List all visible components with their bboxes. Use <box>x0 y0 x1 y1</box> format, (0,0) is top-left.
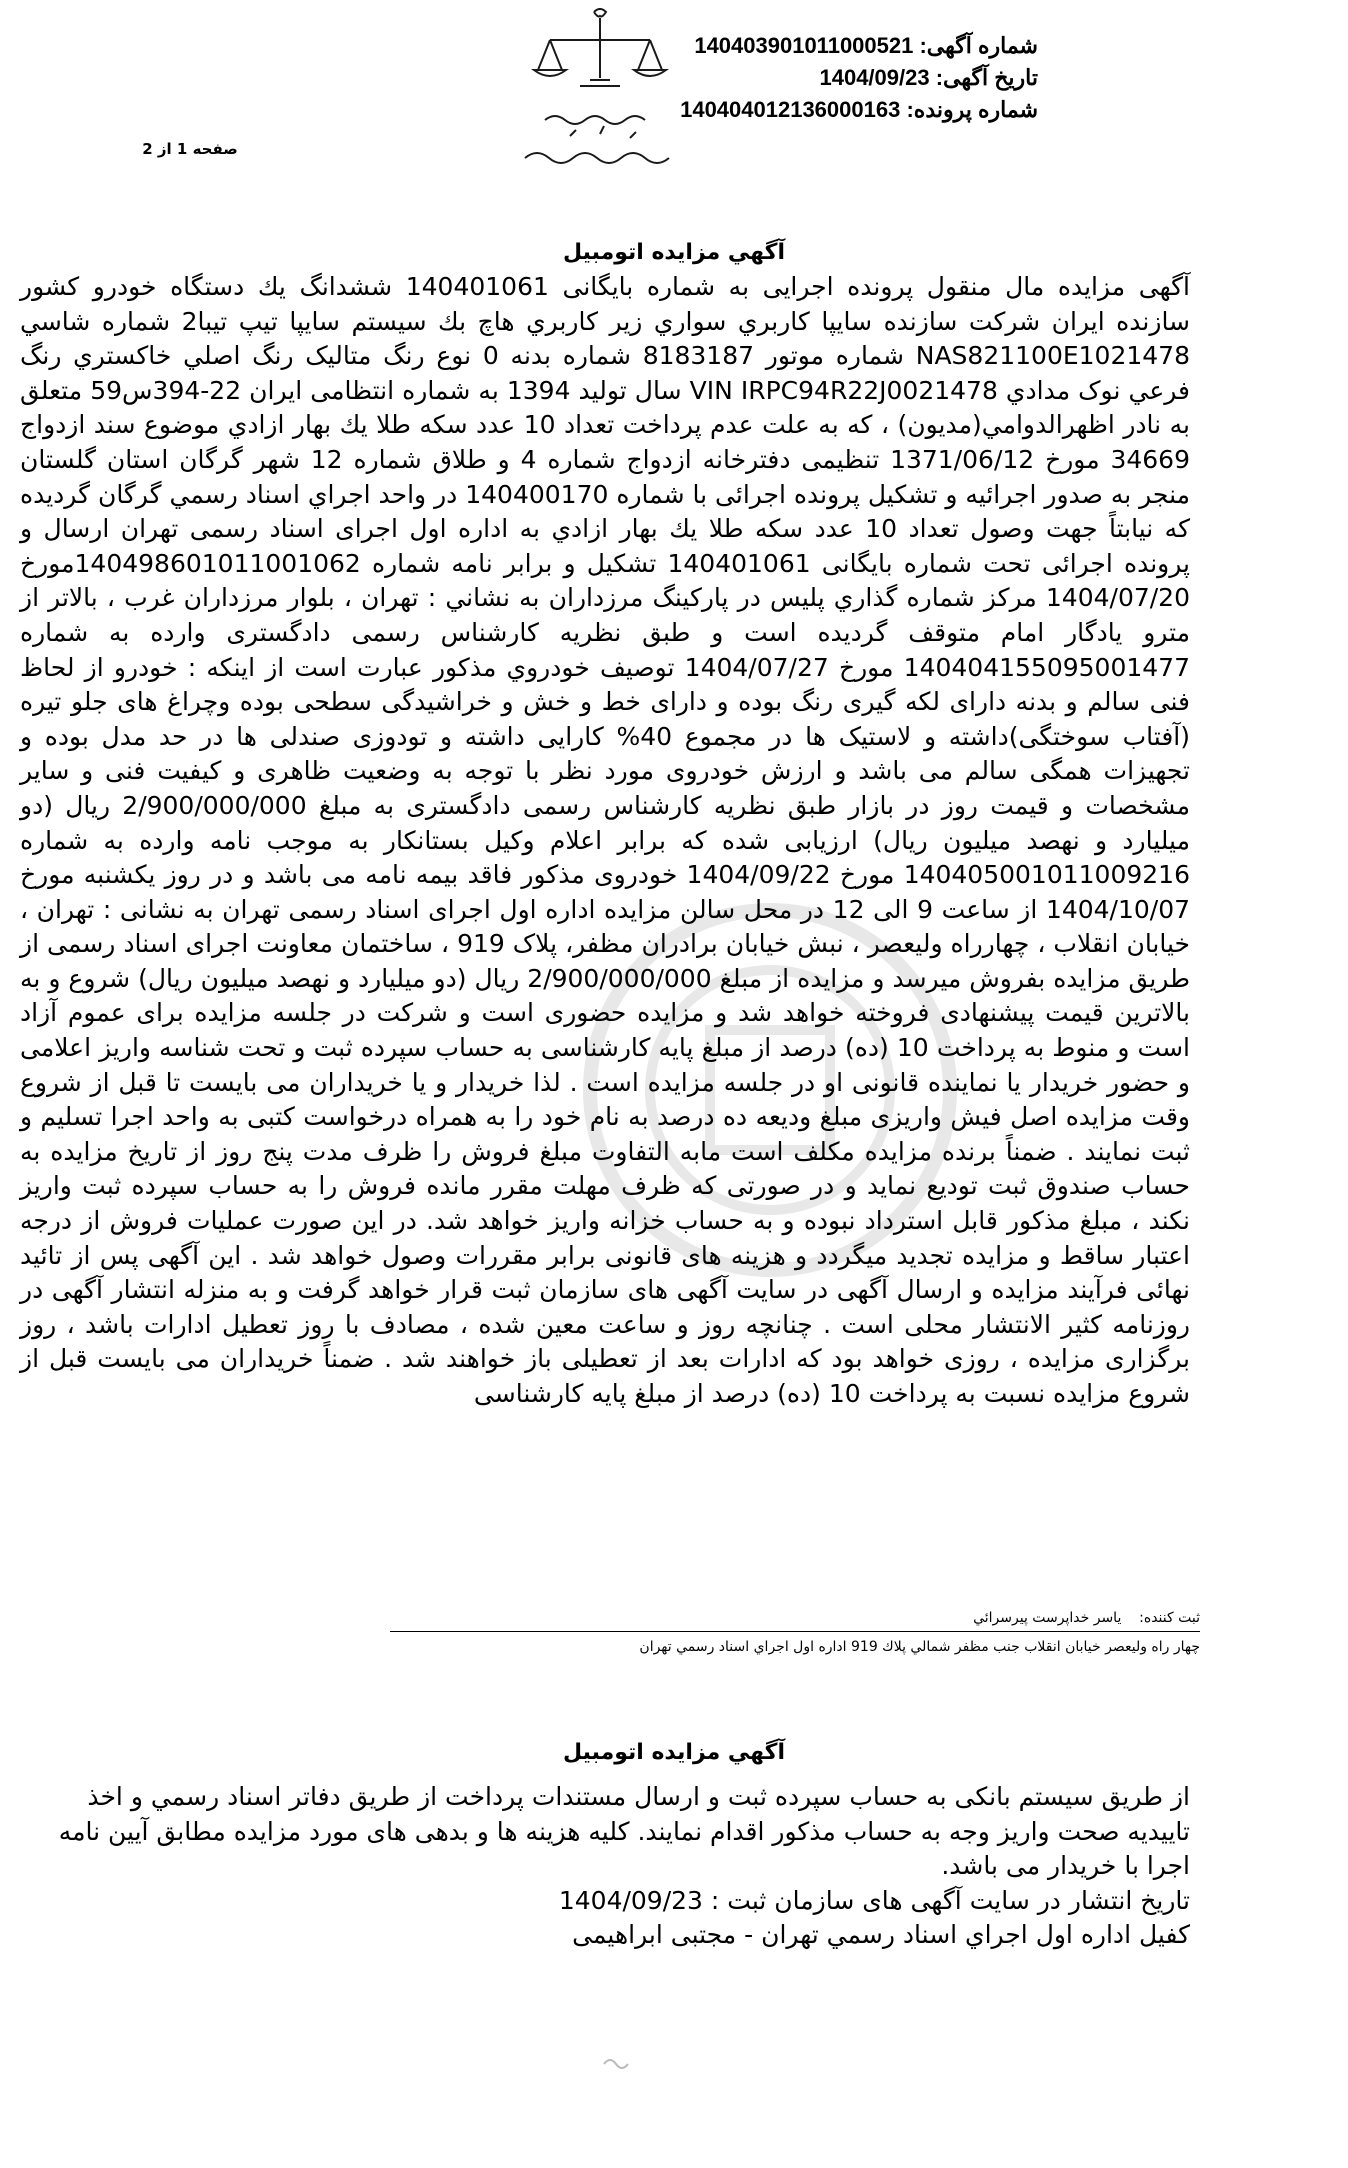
continuation-text: از طريق سيستم بانكی به حساب سپرده ثبت و ارسال مستندات پرداخت از طريق دفاتر اسناد رسمي و اخذ تاييديه صحت واريز وجه به حساب مذكور اقدام نمايند. كليه هزينه ها و بدهی های مورد مزايده مطابق آيين نامه اجرا با خريدار می باشد. <box>58 1782 1190 1881</box>
ad-number: 140403901011000521 <box>694 33 914 58</box>
publish-label: تاریخ انتشار در سایت آگهی های سازمان ثبت : <box>710 1885 1190 1915</box>
file-number-row <box>680 94 1038 126</box>
judiciary-emblem-icon <box>510 8 690 178</box>
publish-date: 1404/09/23 <box>558 1885 703 1915</box>
file-number: 140404012136000163 <box>680 97 901 122</box>
notice-paragraph: آگهی مزایده مال منقول پرونده اجرایی به شماره بایگانی 140401061 ششدانگ يك دستگاه خودرو كشور سازنده ايران شركت سازنده سايپا كاربري سواري زير كاربري هاچ بك سيستم سايپا تيپ تيبا2 شماره شاسي NAS821100E1021478 شماره موتور 8183187 شماره بدنه 0 نوع رنگ متاليک رنگ اصلي خاكستري رنگ فرعي نوک مدادي VIN IRPC94R22J0021478 سال توليد 1394 به شماره انتظامی ایران 22-394س59 متعلق به نادر اظهرالدوامي(مديون) ، كه به علت عدم پرداخت تعداد 10 عدد سکه طلا يك بهار ازادي موضوع سند ازدواج 34669 مورخ 1371/06/12 تنظیمی دفترخانه ازدواج شماره 4 و طلاق شماره 12 شهر گرگان استان گلستان منجر به صدور اجرائیه و تشکیل پرونده اجرائی با شماره 140400170 در واحد اجراي اسناد رسمي گرگان گرديده كه نيابتاً جهت وصول تعداد 10 عدد سکه طلا يك بهار ازادي به اداره اول اجرای اسناد رسمی تهران ارسال و پرونده اجرائی تحت شماره بایگانی 140401061 تشکیل و برابر نامه شماره 140498601011001062مورخ 1404/07/20 مرکز شماره گذاري پليس در پارکينگ مرزداران به نشاني : تهران ، بلوار مرزداران غرب ، بالاتر از مترو يادگار امام متوقف گرديده است و طبق نظريه کارشناس رسمی دادگستری وارده به شماره 140404155095001477 مورخ 1404/07/27 توصيف خودروي مذکور عبارت است از اينکه : خودرو از لحاظ فنی سالم و بدنه دارای لکه گیری رنگ بوده و دارای خط و خش و خراشیدگی سطحی بوده وچراغ های جلو تیره (آفتاب سوختگی)داشته و لاستیک ها در مجموع 40% کارایی داشته و تودوزی صندلی ها در حد مدل بوده و تجهیزات همگی سالم می باشد و ارزش خودروی مورد نظر با توجه به وضعیت ظاهری و کیفیت فنی و سایر مشخصات و قیمت روز در بازار طبق نظریه کارشناس رسمی دادگستری به مبلغ 2/900/000/000 ریال (دو میلیارد و نهصد میلیون ریال) ارزیابی شده که برابر اعلام وکیل بستانکار به موجب نامه وارده به شماره 140405001011009216 مورخ 1404/09/22 خودروی مذکور فاقد بیمه نامه می باشد و در روز یکشنبه مورخ 1404/10/07 از ساعت 9 الی 12 در محل سالن مزایده اداره اول اجرای اسناد رسمی تهران به نشانی : تهران ، خیابان انقلاب ، چهارراه ولیعصر ، نبش خیابان برادران مظفر، پلاک 919 ، ساختمان معاونت اجرای اسناد رسمی از طریق مزایده بفروش میرسد و مزایده از مبلغ 2/900/000/000 ریال (دو میلیارد و نهصد میلیون ریال) شروع و به بالاترین قیمت پیشنهادی فروخته خواهد شد و مزایده حضوری است و شرکت در جلسه مزایده برای عموم آزاد است و منوط به پرداخت 10 (ده) درصد از مبلغ پایه کارشناسی به حساب سپرده ثبت و تحت شناسه واریز اعلامی و حضور خریدار یا نماینده قانونی او در جلسه مزایده است . لذا خریدار و یا خریداران می بایست تا قبل از شروع وقت مزایده اصل فیش واریزی مبلغ ودیعه ده درصد به نام خود را به همراه درخواست کتبی به واحد اجرا تسلیم و ثبت نمایند . ضمناً برنده مزایده مکلف است مابه التفاوت مبلغ فروش را ظرف مدت پنج روز از تاریخ مزایده به حساب صندوق ثبت تودیع نماید و در صورتی که ظرف مهلت مقرر مانده فروش را به حساب سپرده ثبت واریز نکند ، مبلغ مذکور قابل استرداد نبوده و به حساب خزانه واریز خواهد شد. در این صورت عملیات فروش از درجه اعتبار ساقط و مزایده تجدید میگردد و هزینه های قانونی برابر مقررات وصول خواهد شد . این آگهی پس از تائید نهائی فرآیند مزایده و ارسال آگهی در سایت آگهی های سازمان ثبت قرار خواهد گرفت و به منزله انتشار آگهی در روزنامه کثیر الانتشار محلی است . چنانچه روز و ساعت معین شده ، مصادف با روز تعطیل ادارات باشد ، روز برگزاری مزایده ، روزی خواهد بود که ادارات بعد از تعطیلی باز خواهند شد . ضمناً خریداران می بایست قبل از شروع مزایده نسبت به پرداخت 10 (ده) درصد از مبلغ پایه کارشناسی <box>20 272 1191 1408</box>
ad-date: 1404/09/23 <box>819 65 930 90</box>
signature: کفیل اداره اول اجراي اسناد رسمي تهران - مجتبی ابراهیمی <box>572 1920 1190 1950</box>
publish-line <box>20 1884 1190 1919</box>
page-count: صفحه 1 از 2 <box>142 140 238 158</box>
ad-date-label: تاریخ آگهی: <box>935 65 1038 90</box>
notice-title: آگهي مزايده اتومبيل <box>562 240 786 265</box>
continuation-title: آگهي مزايده اتومبيل <box>562 1740 786 1765</box>
registration-info <box>390 1605 1200 1660</box>
scan-mark-icon <box>600 2050 640 2074</box>
notice-meta <box>680 30 1038 126</box>
notice-body <box>20 270 1190 1412</box>
file-number-label: شماره پرونده: <box>906 97 1038 122</box>
registrar-name: ياسر خداپرست پيرسرائي <box>973 1610 1122 1626</box>
registrar-line <box>390 1605 1200 1631</box>
office-address: چهار راه وليعصر خيابان انقلاب جنب مظفر شمالي پلاك 919 اداره اول اجراي اسناد رسمي تهران <box>390 1631 1200 1660</box>
ad-number-label: شماره آگهی: <box>919 33 1038 58</box>
ad-number-row <box>680 30 1038 62</box>
registrar-label: ثبت کننده: <box>1139 1610 1200 1626</box>
continuation-body <box>20 1780 1190 1953</box>
ad-date-row <box>680 62 1038 94</box>
